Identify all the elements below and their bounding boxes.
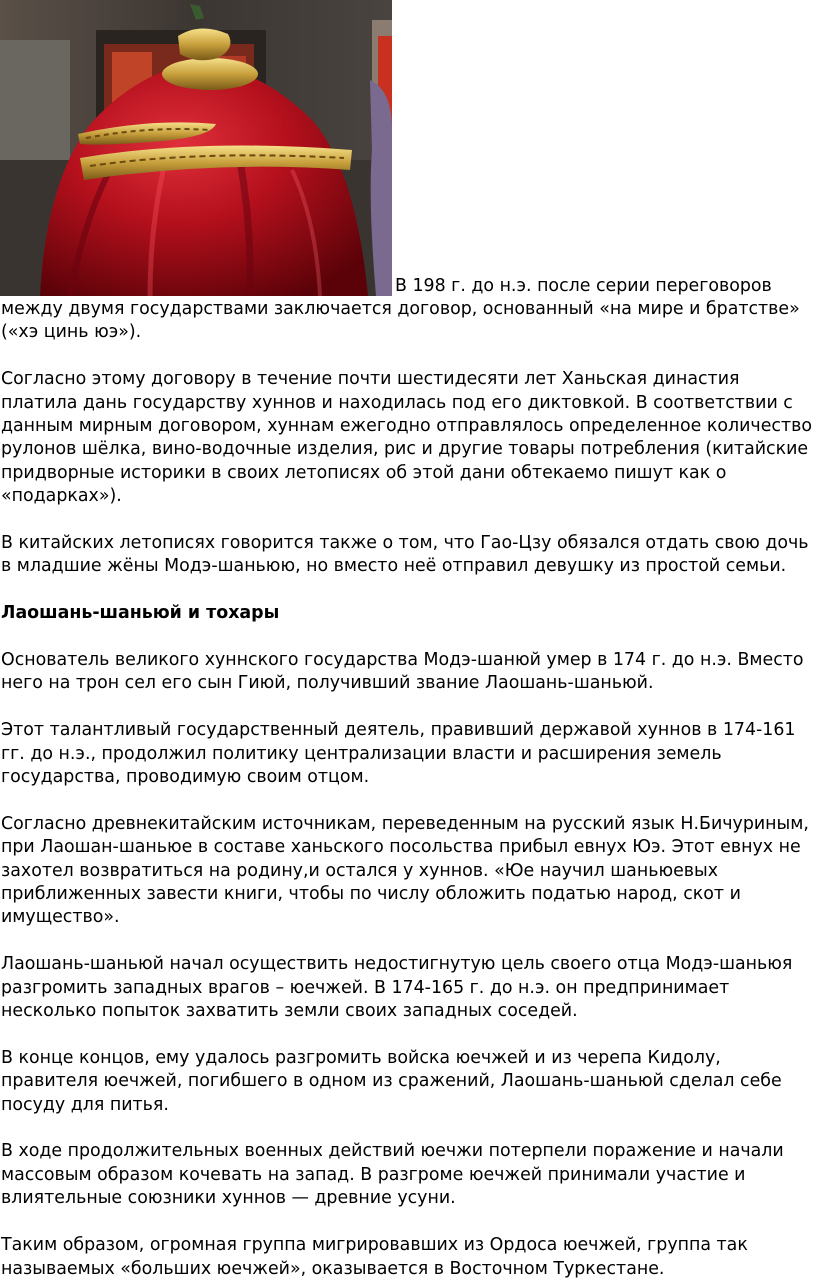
intro-lead-text: В 198 г. до н.э. после серии переговоров <box>395 276 772 296</box>
paragraph-4: Этот талантливый государственный деятель, правивший державой хуннов в 174-161 гг. до н.э., продолжил политику централизации власти и расширения земель государства, проводимую своим отцом. <box>1 720 796 788</box>
paragraph-5: Согласно древнекитайским источникам, переведенным на русский язык Н.Бичуриным, при Лаошан-шаньюе в составе ханьского посольства прибыл евнух Юэ. Этот евнух не захотел возвратиться на родину,и остался у хуннов. «Юе научил шаньюевых приближенных завести книги, чтобы по числу обложить податью народ, скот и имущество». <box>1 813 809 928</box>
paragraph-3: Основатель великого хуннского государства Модэ-шанюй умер в 174 г. до н.э. Вместо него на трон сел его сын Гиюй, получивший звание Лаошань-шаньюй. <box>1 650 804 694</box>
section-heading: Лаошань-шаньюй и тохары <box>1 603 280 624</box>
paragraph-7: В конце концов, ему удалось разгромить войска юечжей и из черепа Кидолу, правителя юечжей, погибшего в одном из сражений, Лаошань-шаньюй сделал себе посуду для питья. <box>1 1047 782 1115</box>
paragraph-8: В ходе продолжительных военных действий юечжи потерпели поражение и начали массовым образом кочевать на запад. В разгроме юечжей принимали участие и влиятельные союзники хуннов — древние усуни. <box>1 1141 784 1209</box>
paragraph-6: Лаошань-шаньюй начал осуществить недостигнутую цель своего отца Модэ-шаньюя разгромить западных врагов – юечжей. В 174-165 г. до н.э. он предпринимает несколько попыток захватить земли своих западных соседей. <box>1 954 793 1022</box>
photo-row <box>0 0 816 298</box>
paragraph-2: В китайских летописях говорится также о том, что Гао-Цзу обязался отдать свою дочь в младшие жёны Модэ-шаньюю, но вместо неё отправил девушку из простой семьи. <box>1 533 809 577</box>
paragraph-1: Согласно этому договору в течение почти шестидесяти лет Ханьская династия платила дань государству хуннов и находилась под его диктовкой. В соответствии с данным мирным договором, хуннам ежегодно отправлялось определенное количество рулонов шёлка, вино-водочные изделия, рис и другие товары потребления (китайские придворные историки в своих летописях об этой дани обтекаемо пишут как о «подарках»). <box>1 369 812 507</box>
golden-crown-photo <box>0 0 392 296</box>
intro-rest-text: между двумя государствами заключается договор, основанный «на мире и братстве» («хэ цинь юэ»). <box>1 299 800 343</box>
paragraph-9: Таким образом, огромная группа мигрировавших из Ордоса юечжей, группа так называемых «больших юечжей», оказывается в Восточном Туркестане. <box>1 1235 748 1279</box>
